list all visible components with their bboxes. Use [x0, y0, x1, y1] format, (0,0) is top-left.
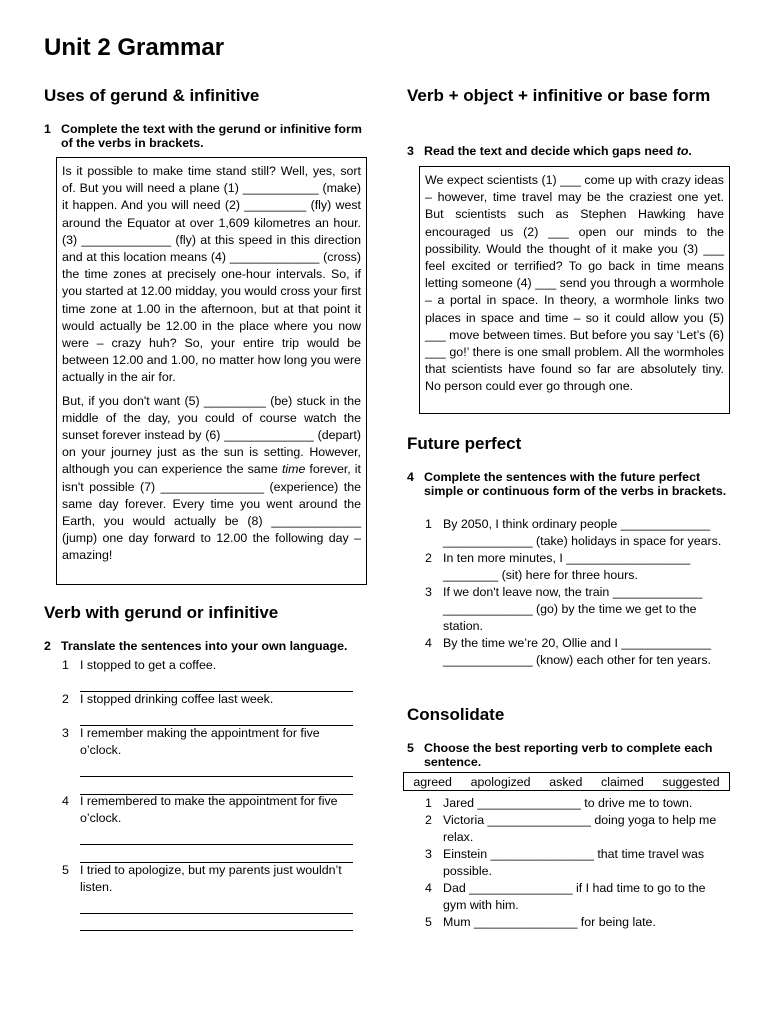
- task-number: 4: [407, 470, 414, 484]
- task-text: Choose the best reporting verb to complete each sentence.: [424, 741, 713, 769]
- exercise-list-4: [425, 516, 725, 669]
- list-item: 5 Mum _______________ for being late.: [425, 915, 656, 929]
- word-bank-item: agreed: [413, 774, 452, 789]
- answer-line[interactable]: [80, 846, 353, 863]
- answer-line[interactable]: [80, 897, 353, 914]
- section-heading-consolidate: Consolidate: [407, 705, 505, 724]
- list-item: 3 Einstein _______________ that time travel was possible.: [425, 847, 705, 878]
- reading-text-box-3: [419, 166, 730, 414]
- section-heading-future-perfect: Future perfect: [407, 434, 522, 453]
- word-bank-item: apologized: [470, 774, 531, 789]
- translation-item: 2 I stopped drinking coffee last week.: [62, 692, 274, 706]
- translation-item: 3 I remember making the appointment for five o’clock.: [62, 726, 320, 757]
- translation-item: 5 I tried to apologize, but my parents just wouldn’t listen.: [62, 863, 342, 894]
- section-heading-gerund-infinitive: Uses of gerund & infinitive: [44, 86, 260, 105]
- word-bank-item: asked: [549, 774, 583, 789]
- list-item: 3 If we don't leave now, the train _____________ _____________ (go) by the time we get to the station.: [425, 585, 703, 633]
- exercise-list-5: [425, 795, 725, 931]
- task-5-instruction: [407, 742, 727, 769]
- list-item: 4 By the time we’re 20, Ollie and I _____________ _____________ (know) each other for ten years.: [425, 636, 711, 667]
- task-number: 5: [407, 741, 414, 755]
- paragraph: We expect scientists (1) ___ come up with crazy ideas – however, time travel may be the craziest one yet. But scientists such as Stephen Hawking have encouraged us (2) ___ open our minds to the possibility. Would the thought of it make you (3) ___ feel excited or terrified? To go back in time means letting someone (4) ___ send you through a wormhole – a portal in space. In theory, a wormhole links two places in space and time – so it could allow you (5) ___ move between times. But before you say ‘Let’s (6) ___ go!’ there is one small problem. All the wormholes that scientists have found so far are absolutely tiny. No person could ever go through one.: [425, 173, 724, 394]
- task-3-instruction: [407, 145, 727, 159]
- section-heading-verb-gerund-infinitive: Verb with gerund or infinitive: [44, 603, 279, 622]
- task-4-instruction: [407, 471, 727, 498]
- task-text: Read the text and decide which gaps need to.: [424, 144, 692, 158]
- section-heading-verb-object-infinitive: Verb + object + infinitive or base form: [407, 86, 711, 105]
- translation-item: 4 I remembered to make the appointment for five o’clock.: [62, 794, 338, 825]
- list-item: 2 In ten more minutes, I __________________ ________ (sit) here for three hours.: [425, 551, 691, 582]
- answer-line[interactable]: [80, 675, 353, 692]
- reading-text-box-1: [56, 157, 367, 585]
- task-number: 2: [44, 639, 51, 653]
- task-1-instruction: [44, 123, 362, 150]
- task-2-instruction: [44, 640, 374, 654]
- answer-line[interactable]: [80, 828, 353, 845]
- paragraph-1: Is it possible to make time stand still? Well, yes, sort of. But you will need a plane (1) ___________ (make) it happen. And you will need (2) _________ (fly) west around the Equator at over 1,609 kilometres an hour. (3) _____________ (fly) at this speed in this direction and at this location means (4) _____________ (cross) the time zones at precisely one-hour intervals. So, if you started at 12.00 midday, you would cross your first time zone at 1.00 in the afternoon, but at that point it would actually be 12.00 in the place where you now were – crazy huh? So, your entire trip would be between 12.00 and 1.00, no matter how long you were actually in the air for.: [62, 164, 361, 385]
- task-text: Translate the sentences into your own language.: [61, 639, 348, 653]
- word-bank-item: claimed: [601, 774, 644, 789]
- task-number: 3: [407, 144, 414, 158]
- task-text: Complete the sentences with the future perfect simple or continuous form of the verbs in brackets.: [424, 470, 727, 498]
- list-item: 1 By 2050, I think ordinary people _____________ _____________ (take) holidays in space for years.: [425, 517, 722, 548]
- page-title: Unit 2 Grammar: [44, 34, 225, 61]
- task-text: Complete the text with the gerund or infinitive form of the verbs in brackets.: [61, 122, 362, 150]
- list-item: 1 Jared _______________ to drive me to town.: [425, 796, 693, 810]
- paragraph-2: But, if you don't want (5) _________ (be) stuck in the middle of the day, you could of course watch the sunset forever instead by (6) _____________ (depart) on your journey just as the sun is setting. However, although you can experience the same time forever, it isn't possible (7) _______________ (experience) the same day forever. Every time you went around the Earth, you would actually be (8) _____________ (jump) one day forward to 12.00 the following day – amazing!: [62, 393, 361, 563]
- translation-item: 1 I stopped to get a coffee.: [62, 658, 217, 672]
- answer-line[interactable]: [80, 760, 353, 777]
- answer-line[interactable]: [80, 914, 353, 931]
- answer-line[interactable]: [80, 709, 353, 726]
- list-item: 2 Victoria _______________ doing yoga to help me relax.: [425, 813, 717, 844]
- task-number: 1: [44, 122, 51, 136]
- word-bank: [403, 772, 730, 791]
- list-item: 4 Dad _______________ if I had time to go to the gym with him.: [425, 881, 706, 912]
- word-bank-item: suggested: [662, 774, 720, 789]
